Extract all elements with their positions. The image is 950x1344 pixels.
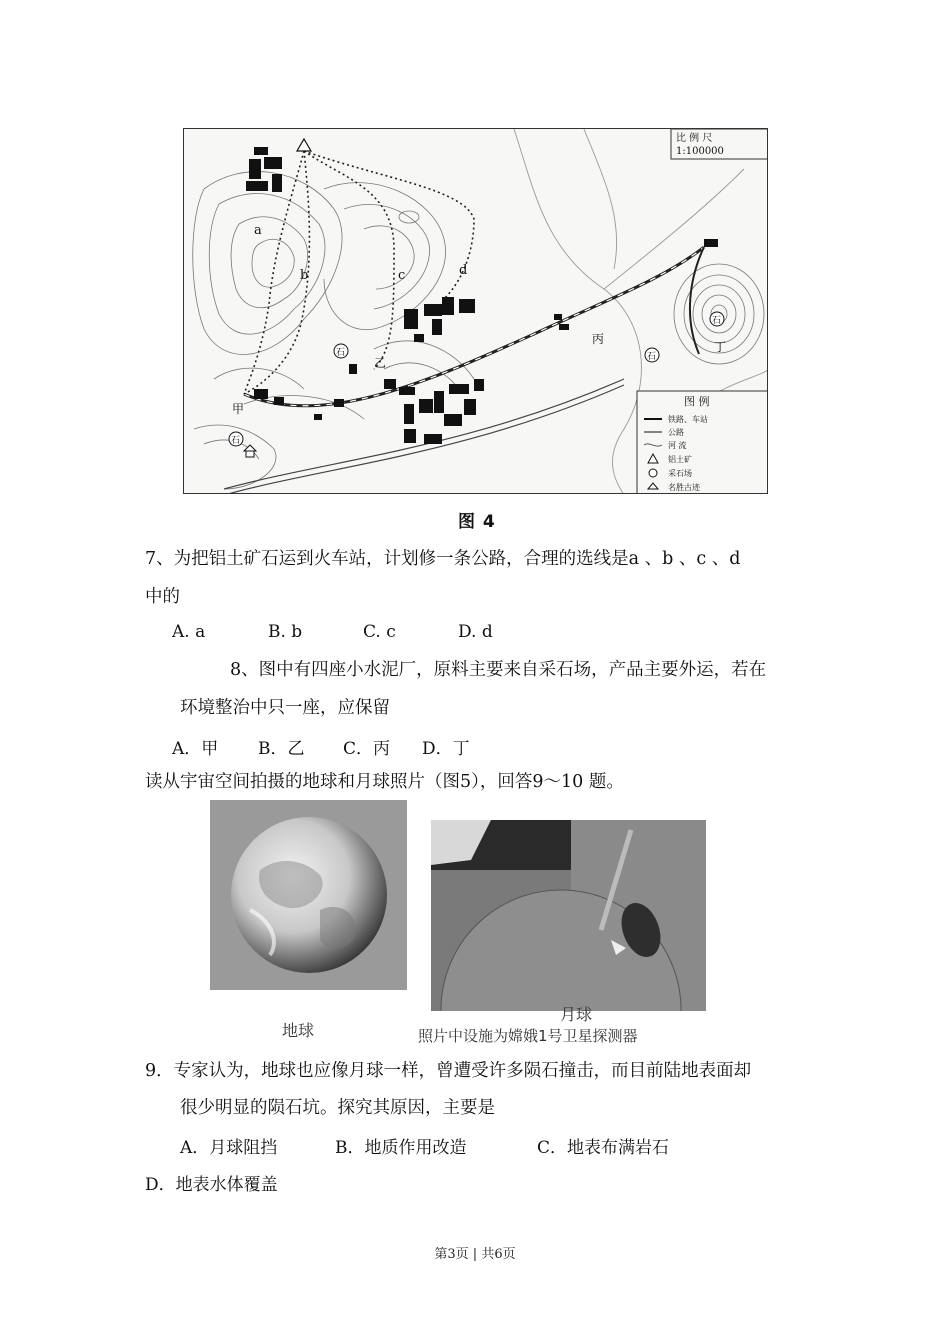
legend-item: 铝土矿 (668, 455, 692, 464)
question-9-line2: 很少明显的陨石坑。探究其原因，主要是 (180, 1098, 495, 1118)
question-7-option-c: C. c (363, 622, 396, 642)
page-footer: 第3页 | 共6页 (434, 1247, 516, 1262)
svg-text:石: 石 (712, 316, 722, 326)
question-8-line1: 8、图中有四座小水泥厂，原料主要来自采石场，产品主要外运，若在 (230, 660, 767, 680)
question-9-option-c: C．地表布满岩石 (537, 1138, 670, 1158)
route-label-c: c (398, 268, 406, 283)
place-label-jia: 甲 (232, 402, 245, 416)
scenic-spot-icon (244, 445, 256, 457)
svg-text:石: 石 (647, 352, 657, 362)
scale-value: 1:100000 (676, 146, 724, 157)
svg-text:石: 石 (231, 436, 241, 446)
legend-item: 名胜古迹 (668, 483, 700, 492)
question-9-option-a: A．月球阻挡 (180, 1138, 278, 1158)
legend-item: 河 流 (668, 441, 687, 450)
legend-item: 铁路、车站 (668, 415, 708, 424)
question-7-option-d: D. d (458, 622, 493, 642)
question-9-option-d: D．地表水体覆盖 (145, 1175, 278, 1195)
legend-item: 采石场 (668, 469, 692, 478)
scale-title: 比 例 尺 (676, 133, 713, 144)
legend-title: 图 例 (684, 395, 710, 408)
earth-photo (210, 800, 407, 990)
quarry-label: 石 (336, 348, 346, 358)
question-8-option-c: C．丙 (343, 739, 391, 759)
question-8-line2: 环境整治中只一座，应保留 (180, 698, 390, 718)
place-label-ding: 丁 (714, 340, 727, 354)
question-7-line2: 中的 (145, 587, 180, 607)
question-9-option-b: B．地质作用改造 (335, 1138, 467, 1158)
question-8-option-a: A．甲 (172, 739, 219, 759)
bauxite-mine-icon (297, 139, 311, 151)
route-label-b: b (300, 268, 309, 283)
legend-item: 公路 (668, 428, 684, 437)
question-7-line1: 7、为把铝土矿石运到火车站，计划修一条公路，合理的选线是a 、b 、c 、d (145, 549, 741, 569)
moon-photo-note: 照片中设施为嫦娥1号卫星探测器 (418, 1027, 638, 1045)
question-8-option-d: D．丁 (422, 739, 470, 759)
moon-photo (431, 820, 706, 1011)
topographic-map (184, 129, 768, 494)
place-label-yi: 乙 (374, 356, 387, 370)
route-label-d: d (459, 263, 468, 278)
route-label-a: a (254, 223, 262, 238)
figure-4-caption: 图 4 (458, 512, 496, 532)
question-7-option-b: B. b (268, 622, 303, 642)
question-9-line1: 9．专家认为，地球也应像月球一样，曾遭受许多陨石撞击，而目前陆地表面却 (145, 1061, 752, 1081)
question-8-option-b: B．乙 (258, 739, 305, 759)
question-7-option-a: A. a (172, 622, 206, 642)
moon-caption: 月球 (560, 1005, 593, 1024)
earth-caption: 地球 (282, 1021, 315, 1040)
figure-4-map (183, 128, 768, 494)
place-label-bing: 丙 (592, 332, 605, 346)
figure-5-intro: 读从宇宙空间拍摄的地球和月球照片（图5），回答9～10 题。 (145, 772, 624, 792)
